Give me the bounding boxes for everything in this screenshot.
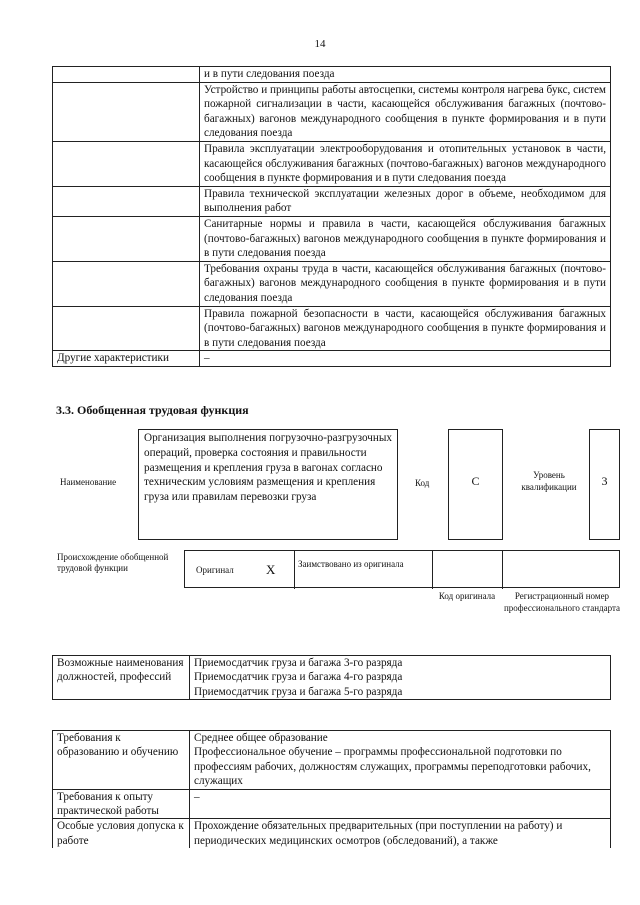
code-original-label: Код оригинала [438,591,496,601]
name-value: Организация выполнения погрузочно-разгрузочных операций, проверка состояния и правильности размещения и крепления груза в вагонах согласно техническим условиям размещения и крепления груза или правилам перевозки груза [138,429,398,540]
name-label: Наименование [60,477,117,487]
conditions-value: Прохождение обязательных предварительных (при поступлении на работу) и периодических медицинских осмотров (обследований), а также [190,819,611,848]
code-value: С [471,474,480,488]
table-cell-right: Санитарные нормы и правила в части, касающейся обслуживания багажных (почтово-багажных) вагонов международного сообщения в пункте формирования и в пути следования поезда [200,216,611,261]
table-cell-left [53,216,200,261]
table-row [53,82,611,141]
table-cell-left [53,306,200,351]
positions-table [52,655,611,700]
table-cell-left [53,67,200,83]
code-original-cell [433,551,503,589]
conditions-label: Особые условия допуска к работе [53,819,190,848]
level-value: 3 [601,474,608,488]
origin-label: Происхождение обобщенной трудовой функции [57,552,169,573]
requirements-table [52,730,611,848]
table-cell-right: Требования охраны труда в части, касающейся обслуживания багажных (почтово-багажных) вагонов международного сообщения в пункте формирования и в пути следования поезда [200,261,611,306]
table-row [53,261,611,306]
page-number: 14 [314,38,326,50]
borrowed-cell [295,551,433,589]
original-mark: X [266,562,276,577]
table-row [53,789,611,819]
positions-label: Возможные наименования должностей, профессий [53,656,190,700]
table-cell-right: Правила пожарной безопасности в части, касающейся обслуживания багажных (почтово-багажных) вагонов международного сообщения в пункте формирования и в пути следования поезда [200,306,611,351]
section-title: 3.3. Обобщенная трудовая функция [56,403,249,417]
positions-list [190,656,611,700]
experience-value: – [190,789,611,819]
experience-label: Требования к опыту практической работы [53,789,190,819]
education-value [190,731,611,790]
table-row [53,67,611,83]
list-item: Приемосдатчик груза и багажа 4-го разряда [194,671,403,684]
table-row [53,656,611,700]
table-cell-right: Устройство и принципы работы автосцепки, системы контроля нагрева букс, систем пожарной сигнализации в части, касающейся обслуживания багажных (почтово-багажных) вагонов международного сообщения в пункте формирования и в пути следования поезда [200,82,611,141]
table-cell-left: Другие характеристики [53,351,200,367]
registration-cell [503,551,621,589]
table-cell-right: и в пути следования поезда [200,67,611,83]
table-row [53,351,611,367]
list-item: Среднее общее образование [194,732,328,744]
table-row [53,186,611,216]
table-row [53,141,611,186]
list-item: Приемосдатчик груза и багажа 3-го разряда [194,657,403,669]
table-cell-left [53,261,200,306]
original-label: Оригинал [196,565,234,575]
table-row [53,819,611,848]
table-row [53,216,611,261]
table-cell-right: Правила технической эксплуатации железных дорог в объеме, необходимом для выполнения работ [200,186,611,216]
list-item: Профессиональное обучение – программы профессиональной подготовки по профессиям рабочих, должностям служащих, программы переподготовки рабочих, служащих [194,746,591,788]
table-cell-left [53,82,200,141]
table-row [53,731,611,790]
table-cell-left [53,141,200,186]
knowledge-table [52,66,611,367]
education-label: Требования к образованию и обучению [53,731,190,790]
level-label: Уровень квалификации [521,470,577,492]
list-item: Приемосдатчик груза и багажа 5-го разряда [194,685,403,698]
table-cell-right: – [200,351,611,367]
registration-label: Регистрационный номер профессионального стандарта [503,591,621,613]
table-cell-right: Правила эксплуатации электрооборудования и отопительных установок в части, касающейся обслуживания багажных (почтово-багажных) вагонов международного сообщения в пункте формирования и в пути следования поезда [200,141,611,186]
borrowed-label: Заимствовано из оригинала [298,559,404,569]
table-cell-left [53,186,200,216]
table-row [53,306,611,351]
code-label: Код [415,478,430,488]
